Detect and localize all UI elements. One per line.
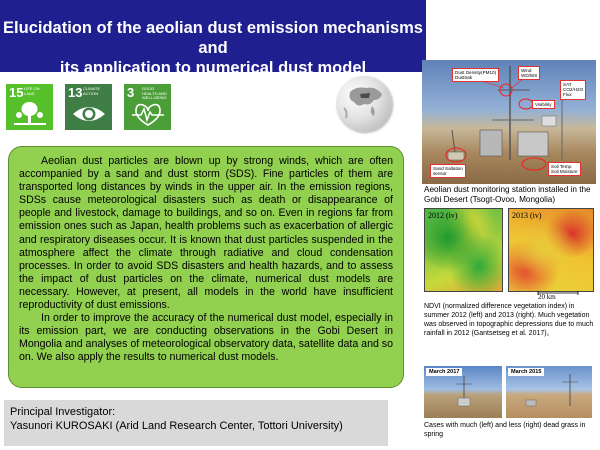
grass-label-2017: March 2017 [426,368,462,376]
station-photo-caption: Aeolian dust monitoring station installed in the Gobi Desert (Tsogt-Ovoo, Mongolia) [424,185,591,204]
tree-icon [12,101,48,127]
sdg-3-number: 3 [127,85,135,100]
ndvi-label-2013: 2013 (iv) [512,211,542,220]
sdg-15-label: LIFE ON LAND [24,86,40,96]
label-soil: Soil Temp. Soil Moisture [548,162,581,176]
grass-photo-2015 [506,366,592,418]
ndvi-caption: NDVI (normalized difference vegetation index) in summer 2012 (left) and 2013 (right). Much vegetation was observed in topographic depressions due to much rainfall in 2012 (Gantsetseg et al. 2017)。 [424,303,594,337]
label-dust-density: Dust Density(PM10) Dusttrak [452,68,499,82]
ndvi-map-2013 [508,208,594,292]
sdg-13-label: CLIMATE ACTION [83,86,101,96]
eye-globe-icon [71,101,107,127]
title-line-2: its application to numerical dust model [59,59,367,77]
sdg-13-number: 13 [68,85,83,100]
investigator-heading: Principal Investigator: [10,406,116,418]
sdg-15-number: 15 [9,85,24,100]
ndvi-map-2012 [424,208,503,292]
sdg-13-badge [65,84,112,130]
description-box [8,146,404,388]
title-banner [0,0,426,77]
investigator-box [4,400,388,446]
description-paragraph-1: Aeolian dust particles are blown up by strong winds, which are often accompanied by a sand and dust storm (SDS). Fine particles of them are transported long distances by winds in the upper air. In the emission regions, SDSs cause meteorological disasters such as death or disappearance of people and livestock, damage to buildings, and so on. Even in regions far from emission ones such as Japan, health problems such as exacerbation of allergic and respiratory diseases occur. It is known that dust particles suspended in the atmosphere affect the climate through radiative and cloud condensation processes. In order to avoid SDS disasters and health hazards, and to assess the impact of dust particles on the climate, numerical dust models are necessary. However, at present, all models in the world have insufficient reproductivity of dust emissions. [19,155,393,312]
sdg-3-label: GOOD HEALTH AND WELL-BEING [142,86,167,100]
sdg-3-badge [124,84,171,130]
grass-caption: Cases with much (left) and less (right) dead grass in spring [424,422,586,438]
label-sand-saltation: Sand Saltation sensor [430,164,466,178]
globe-map-icon [336,76,392,132]
title-line-1: Elucidation of the aeolian dust emission mechanisms and [3,19,423,57]
sdg-15-badge [6,84,53,130]
description-paragraph-2: In order to improve the accuracy of the numerical dust model, especially in its emission part, we are conducting observations in the Gobi Desert in Mongolia and analyses of meteorological observatory data, satellite data and so on. We also apply the results to numerical dust models. [19,312,393,364]
label-wind: Wind WD/WS [518,66,540,80]
heartbeat-icon [130,101,166,127]
label-sat-flux: SAT CO2/H2O Flux [560,80,586,100]
grass-label-2015: March 2015 [508,368,544,376]
grass-photo-2017 [424,366,502,418]
ndvi-label-2012: 2012 (iv) [428,211,458,220]
investigator-name: Yasunori KUROSAKI (Arid Land Research Center, Tottori University) [10,420,343,432]
ndvi-scale-label: 20 km [538,293,556,301]
label-visibility: Visibility [532,100,555,109]
monitoring-station-photo [422,60,596,184]
